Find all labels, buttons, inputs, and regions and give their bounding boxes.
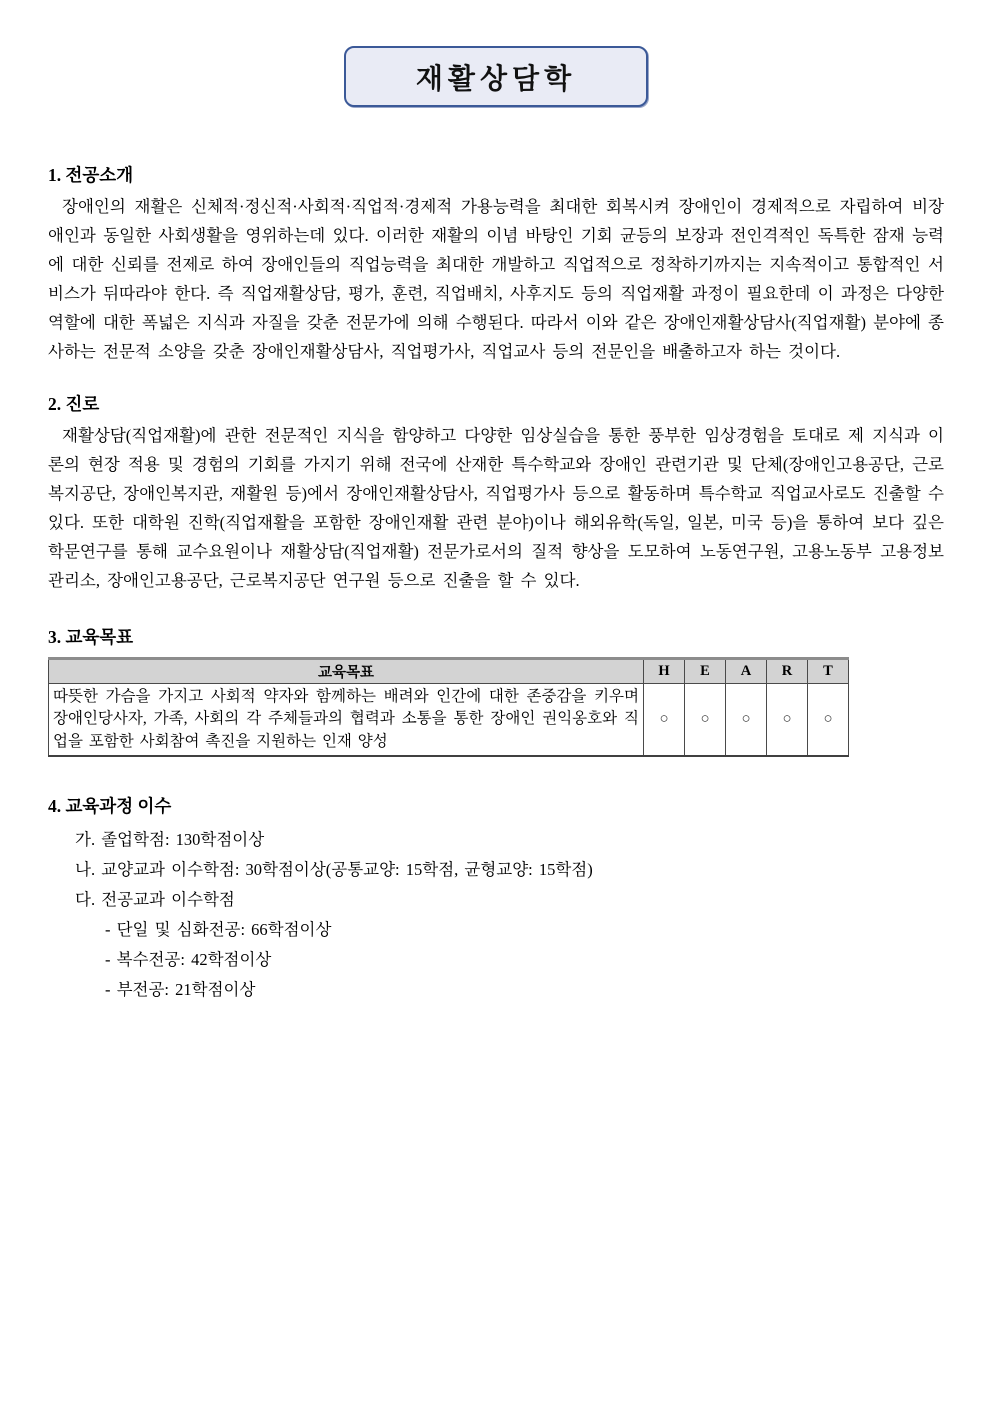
section-edu-goals	[48, 626, 944, 758]
document-content	[0, 164, 992, 1005]
section-curriculum	[48, 795, 944, 1005]
edu-goals-table	[48, 657, 849, 758]
title-box	[344, 46, 648, 107]
mark-cell-t: ○	[808, 683, 849, 756]
list-item-liberal-arts-credits: 나. 교양교과 이수학점: 30학점이상(공통교양: 15학점, 균형교양: 15학점)	[75, 860, 593, 880]
mark-cell-e: ○	[685, 683, 726, 756]
list-item-double-major: - 복수전공: 42학점이상	[105, 950, 272, 970]
section-heading-curriculum: 4. 교육과정 이수	[48, 796, 172, 817]
goal-text-cell: 따뜻한 가슴을 가지고 사회적 약자와 함께하는 배려와 인간에 대한 존중감을 키우며 장애인당사자, 가족, 사회의 각 주체들과의 협력과 소통을 통한 장애인 권익옹호와 직업을 포함한 사회참여 촉진을 지원하는 인재 양성	[49, 683, 644, 756]
page-title: 재활상담학	[415, 63, 577, 95]
section-heading-edu-goals: 3. 교육목표	[48, 626, 134, 647]
mark-cell-h: ○	[644, 683, 685, 756]
section-major-intro	[48, 164, 944, 366]
mark-cell-r: ○	[767, 683, 808, 756]
curriculum-list	[48, 825, 944, 1005]
section-heading-career: 2. 진로	[48, 394, 100, 415]
goal-column-header: 교육목표	[49, 658, 644, 683]
list-item-minor: - 부전공: 21학점이상	[105, 980, 256, 1000]
mark-cell-a: ○	[726, 683, 767, 756]
heart-column-r: R	[767, 658, 808, 683]
list-item-single-intensive-major: - 단일 및 심화전공: 66학점이상	[105, 920, 332, 940]
major-intro-paragraph: 장애인의 재활은 신체적·정신적·사회적·직업적·경제적 가용능력을 최대한 회복시켜 장애인이 경제적으로 자립하여 비장애인과 동일한 사회생활을 영위하는데 있다. 이러한 재활의 이념 바탕인 기회 균등의 보장과 전인격적인 독특한 잠재 능력에 대한 신뢰를 전제로 하여 장애인들의 직업능력을 최대한 개발하고 직업적으로 정착하기까지는 지속적이고 통합적인 서비스가 뒤따라야 한다. 즉 직업재활상담, 평가, 훈련, 직업배치, 사후지도 등의 직업재활 과정이 필요한데 이 과정은 다양한 역할에 대한 폭넓은 지식과 자질을 갖춘 전문가에 의해 수행된다. 따라서 이와 같은 장애인재활상담사(직업재활) 분야에 종사하는 전문적 소양을 갖춘 장애인재활상담사, 직업평가사, 직업교사 등의 전문인을 배출하고자 하는 것이다.	[48, 197, 944, 361]
heart-column-t: T	[808, 658, 849, 683]
section-career	[48, 393, 944, 595]
list-item-major-credits: 다. 전공교과 이수학점	[75, 890, 235, 910]
edu-goals-data-row	[49, 683, 849, 756]
career-paragraph: 재활상담(직업재활)에 관한 전문적인 지식을 함양하고 다양한 임상실습을 통한 풍부한 임상경험을 토대로 제 지식과 이론의 현장 적용 및 경험의 기회를 가지기 위해 전국에 산재한 특수학교와 장애인 관련기관 및 단체(장애인고용공단, 근로복지공단, 장애인복지관, 재활원 등)에서 장애인재활상담사, 직업평가사 등으로 활동하며 특수학교 직업교사로도 진출할 수 있다. 또한 대학원 진학(직업재활을 포함한 장애인재활 관련 분야)이나 해외유학(독일, 일본, 미국 등)을 통하여 보다 깊은 학문연구를 통해 교수요원이나 재활상담(직업재활) 전문가로서의 질적 향상을 도모하여 노동연구원, 고용노동부 고용정보관리소, 장애인고용공단, 근로복지공단 연구원 등으로 진출을 할 수 있다.	[48, 426, 944, 590]
heart-column-e: E	[685, 658, 726, 683]
edu-goals-header-row	[49, 658, 849, 683]
list-item-graduation-credits: 가. 졸업학점: 130학점이상	[75, 830, 265, 850]
section-heading-major-intro: 1. 전공소개	[48, 165, 134, 185]
heart-column-h: H	[644, 658, 685, 683]
heart-column-a: A	[726, 658, 767, 683]
